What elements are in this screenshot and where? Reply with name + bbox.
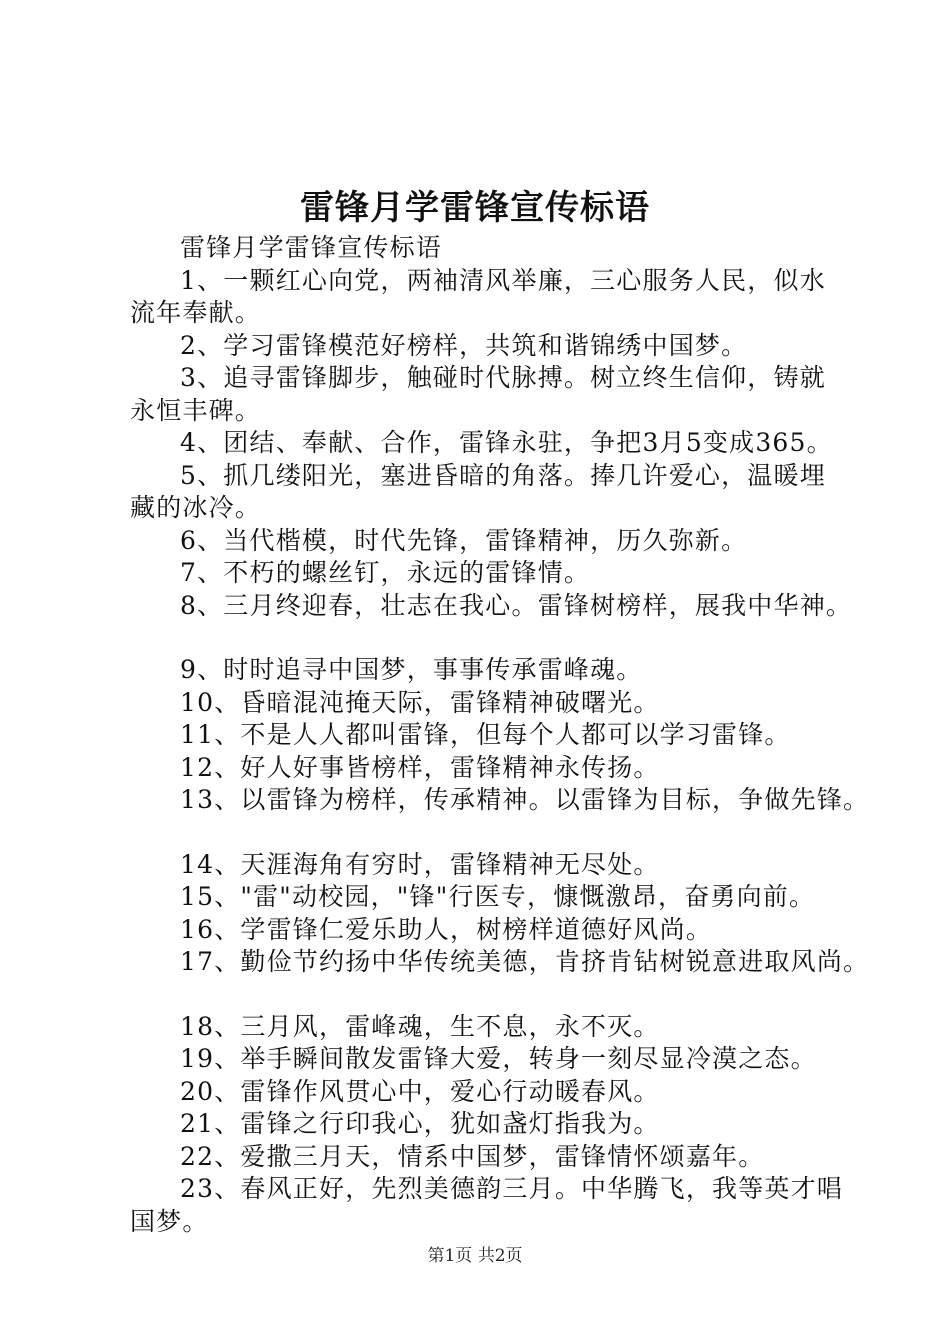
page-footer: 第1页 共2页 — [427, 1246, 523, 1266]
slogan-item: 3、追寻雷锋脚步，触碰时代脉搏。树立终生信仰，铸就永恒丰碑。 — [130, 363, 826, 425]
slogan-item: 18、三月风，雷峰魂，生不息，永不灭。 — [180, 1011, 660, 1041]
slogan-item: 5、抓几缕阳光，塞进昏暗的角落。捧几许爱心，温暖埋藏的冰冷。 — [130, 460, 826, 522]
slogan-item: 20、雷锋作风贯心中，爱心行动暖春风。 — [180, 1076, 660, 1106]
slogan-item: 15、"雷"动校园，"锋"行医专，慷慨激昂，奋勇向前。 — [180, 882, 816, 911]
slogan-item: 2、学习雷锋模范好榜样，共筑和谐锦绣中国梦。 — [180, 330, 748, 360]
slogan-item: 19、举手瞬间散发雷锋大爱，转身一刻尽显冷漠之态。 — [180, 1044, 817, 1073]
slogan-item: 9、时时追寻中国梦，事事传承雷峰魂。 — [180, 655, 643, 684]
slogan-item: 6、当代楷模，时代先锋，雷锋精神，历久弥新。 — [180, 525, 748, 555]
slogan-item: 7、不朽的螺丝钉，永远的雷锋情。 — [180, 558, 591, 587]
document-title: 雷锋月学雷锋宣传标语 — [300, 188, 650, 228]
slogan-item: 8、三月终迎春，壮志在我心。雷锋树榜样，展我中华神。 — [180, 590, 853, 620]
slogan-item: 4、团结、奉献、合作，雷锋永驻，争把3月5变成365。 — [180, 428, 833, 457]
slogan-item: 14、天涯海角有穷时，雷锋精神无尽处。 — [180, 849, 660, 879]
slogan-item: 17、勤俭节约扬中华传统美德，肯挤肯钻树锐意进取风尚。 — [180, 947, 870, 976]
slogan-item: 10、昏暗混沌掩天际，雷锋精神破曙光。 — [180, 687, 660, 717]
slogan-item: 13、以雷锋为榜样，传承精神。以雷锋为目标，争做先锋。 — [180, 785, 870, 814]
subtitle-paragraph: 雷锋月学雷锋宣传标语 — [180, 233, 443, 262]
slogan-item: 23、春风正好，先烈美德韵三月。中华腾飞，我等英才唱国梦。 — [130, 1174, 844, 1236]
slogan-item: 16、学雷锋仁爱乐助人，树榜样道德好风尚。 — [180, 914, 713, 944]
document-body — [130, 232, 870, 1238]
slogan-item: 22、爱撒三月天，情系中国梦，雷锋情怀颂嘉年。 — [180, 1141, 765, 1171]
slogan-item: 1、一颗红心向党，两袖清风举廉，三心服务人民，似水流年奉献。 — [130, 265, 826, 327]
slogan-item: 21、雷锋之行印我心，犹如盏灯指我为。 — [180, 1109, 660, 1138]
slogan-item: 12、好人好事皆榜样，雷锋精神永传扬。 — [180, 752, 660, 782]
slogan-item: 11、不是人人都叫雷锋，但每个人都可以学习雷锋。 — [180, 720, 791, 749]
